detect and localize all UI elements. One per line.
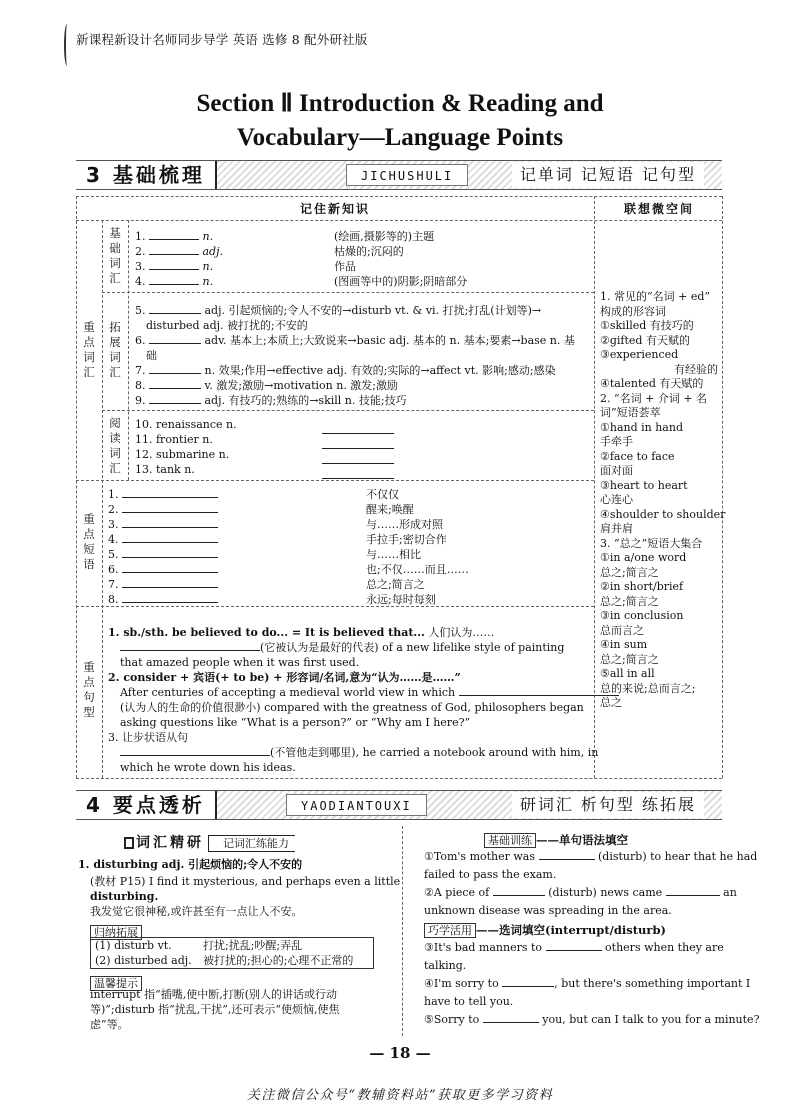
sentence1-line2: (它被认为是最好的代表) of a new lifelike style of painting [120,641,564,655]
answer-blank[interactable] [120,641,260,651]
answer-blank[interactable] [483,1013,539,1023]
sentence2-line4: asking questions like “What is a person?” or “Why am I here?” [120,716,471,729]
sentence2-head: 2. consider + 宾语(+ to be) + 形容词/名词,意为“认为……是……” [108,671,461,684]
tip-line3: 虑”等。 [90,1018,129,1031]
table-right-border [722,196,723,778]
side-note-line: ②in short/brief [600,580,684,593]
bookmark-icon [124,837,134,849]
phrase-meaning: 醒来;唤醒 [366,503,414,516]
exercise-line: have to tell you. [424,995,514,1008]
section4-label: 4 要点透析 [76,791,217,819]
expand-word-continuation: disturbed adj. 被打扰的;不安的 [146,319,308,332]
group-label-vocab: 重点词汇 [83,320,95,379]
sub-label-basic: 基础词汇 [109,226,121,285]
col-side-header: 联想微空间 [624,202,695,216]
section4-tag: 研词汇 析句型 练拓展 [512,792,704,818]
side-note-line: ①in a/one word [600,551,687,564]
answer-blank[interactable] [120,746,270,756]
section3-label: 3 基础梳理 [76,161,217,189]
phrase-item: 4. [108,533,218,547]
expand-label: 归纳拓展 [90,925,142,940]
phrase-meaning: 不仅仅 [366,488,399,501]
side-note-line: ③experienced [600,348,679,361]
vocab-study-title: 词汇精研 [136,835,204,851]
exercise-line: talking. [424,959,467,972]
exercise-line: ②A piece of (disturb) news came an [424,886,737,899]
answer-blank[interactable] [149,379,201,389]
side-note-line: 构成的形容词 [600,304,666,318]
phrase-meaning: 手拉手;密切合作 [366,533,447,546]
phrase-item: 1. [108,488,218,502]
vocab-study-subtitle: 记词汇练能力 [208,835,295,852]
basic-practice-title: ——单句语法填空 [536,833,628,847]
side-note-line: ④shoulder to shoulder [600,507,726,521]
exercise-line: ③It's bad manners to others when they are [424,941,724,954]
expand-word-item: 6. adv. 基本上;本质上;大致说来→basic adj. 基本的 n. 基本;要素→base n. 基 [135,334,575,347]
sentence3-line2: (不管他走到哪里), he carried a notebook around with him, in [120,746,598,760]
exercise-line: ④I'm sorry to , but there's something important I [424,977,751,990]
phrase-item: 8. [108,593,218,607]
side-note-line: 总之;简言之 [600,594,659,608]
section4-pinyin: YAODIANTOUXI [286,794,427,816]
side-note-line: ③in conclusion [600,609,684,622]
example-translation: 我发觉它很神秘,或许甚至有一点让人不安。 [90,905,303,918]
tip-line2: 等)”;disturb 指“扰乱,干扰”,还可表示“使烦恼,使焦 [90,1003,340,1016]
example-line2: disturbing. [90,890,159,903]
vocab-study-header [124,832,295,852]
page-number: — 18 — [369,1044,431,1062]
side-note-line: 手牵手 [600,435,633,448]
entry-head: 1. disturbing adj. 引起烦恼的;令人不安的 [78,858,303,871]
side-note-line: 总之;简言之 [600,652,659,666]
basic-practice-header [484,832,628,848]
answer-blank[interactable] [149,304,201,314]
tip-label: 温馨提示 [90,976,142,991]
answer-blank[interactable] [122,578,218,588]
sentence3-head: 3. 让步状语从句 [108,731,188,744]
row-divider-vocab [76,480,594,481]
side-note-line: 总之;简言之 [600,565,659,579]
answer-blank[interactable] [122,548,218,558]
sentence2-line3: (认为人的生命的价值很渺小) compared with the greatness of God, philosophers began [120,701,584,714]
basic-word-meaning: 作品 [334,260,356,273]
phrase-meaning: 与……相比 [366,548,421,561]
expand-row-meaning: 被打扰的;担心的;心理不正常的 [203,954,354,967]
basic-word-meaning: (图画等中的)阴影;阴暗部分 [334,275,468,288]
expand-word-item: 5. adj. 引起烦恼的;令人不安的→disturb vt. & vi. 打扰;打乱(计划等)→ [135,304,542,317]
expand-word-item: 8. v. 激发;激励→motivation n. 激发;激励 [135,379,399,392]
answer-blank[interactable] [149,394,201,404]
phrase-item: 3. [108,518,218,532]
side-note-line: 总而言之 [600,623,644,637]
side-note-line: 面对面 [600,464,633,477]
answer-blank[interactable] [149,334,201,344]
answer-blank[interactable] [122,488,218,498]
answer-blank[interactable] [122,503,218,513]
answer-blank[interactable] [122,563,218,573]
answer-blank[interactable] [493,886,545,896]
answer-blank[interactable] [322,454,394,464]
group-label-phrases: 重点短语 [83,512,95,571]
section3-tag: 记单词 记短语 记句型 [512,162,704,188]
table-sub-divider [128,220,129,480]
phrase-item: 5. [108,548,218,562]
sentence3-line3: which he wrote down his ideas. [120,761,296,774]
side-note-line: 1. 常见的“名词 + ed” [600,290,710,303]
side-note-line: ④talented 有天赋的 [600,377,704,390]
answer-blank[interactable] [322,424,394,434]
table-top-border [76,196,722,197]
exercise-line: unknown disease was spreading in the area. [424,904,672,917]
answer-blank[interactable] [459,686,619,696]
basic-word-item: 4. n. [135,275,214,288]
table-header-divider [76,220,722,221]
tip-line1: interrupt 指“插嘴,使中断,打断(别人的讲话或行动 [90,988,337,1001]
running-head: 新课程新设计名师同步导学 英语 选修 8 配外研社版 [76,32,368,47]
clever-practice-label: 巧学活用 [424,923,476,938]
phrase-item: 6. [108,563,218,577]
page-title-line2: Vocabulary—Language Points [236,124,564,151]
head-bracket-decoration [64,24,70,66]
answer-blank[interactable] [122,518,218,528]
basic-word-item: 3. n. [135,260,214,273]
expand-row-word: (2) disturbed adj. [95,954,192,967]
side-note-line: 心连心 [600,493,633,506]
sentence1-line3: that amazed people when it was first used. [120,656,360,669]
answer-blank[interactable] [122,593,218,603]
side-note-line: 总的来说;总而言之; [600,681,696,695]
answer-blank[interactable] [149,245,199,255]
section4-banner [76,790,722,820]
side-note-line: ④in sum [600,638,648,651]
table-left-border [76,196,77,778]
basic-word-meaning: (绘画,摄影等的)主题 [334,230,435,243]
clever-practice-title: ——选词填空(interrupt/disturb) [476,923,666,937]
expand-word-continuation: 础 [146,349,157,362]
section3-pinyin: JICHUSHULI [346,164,468,186]
side-note-line: ②gifted 有天赋的 [600,333,690,347]
side-note-line: ③heart to heart [600,478,688,492]
expand-row-word: (1) disturb vt. [95,939,172,952]
answer-blank[interactable] [149,260,199,270]
phrase-item: 7. [108,578,218,592]
sentence2-line2: After centuries of accepting a medieval world view in which [120,686,619,700]
row-divider-basic [102,292,594,293]
answer-blank[interactable] [546,941,602,951]
side-note-line: 3. “总之”短语大集合 [600,536,703,550]
reading-word-item: 13. tank n. [135,463,195,476]
side-note-line: ①hand in hand [600,420,683,434]
reading-word-item: 12. submarine n. [135,448,230,461]
basic-word-item: 1. n. [135,230,214,243]
example-line1: (教材 P15) I find it mysterious, and perhaps even a little [90,875,401,888]
reading-word-item: 11. frontier n. [135,433,213,446]
sub-label-reading: 阅读词汇 [109,416,121,475]
answer-blank[interactable] [149,364,201,374]
exercise-line: ①Tom's mother was (disturb) to hear that he had [424,850,758,863]
answer-blank[interactable] [322,469,394,479]
expand-row-meaning: 打扰;扰乱;吵醒;弄乱 [203,939,303,952]
exercise-line: ⑤Sorry to you, but can I talk to you for a minute? [424,1013,760,1026]
side-note-line: ②face to face [600,449,675,463]
phrase-meaning: 也;不仅……而且…… [366,563,469,576]
expand-word-item: 9. adj. 有技巧的;熟练的→skill n. 技能;技巧 [135,394,407,407]
footer-note: 关注微信公众号“教辅资料站”获取更多学习资料 [246,1088,554,1103]
answer-blank[interactable] [666,886,720,896]
side-note-line: 有经验的 [674,362,718,376]
side-note-line: 总之 [600,696,622,709]
basic-word-item: 2. adj. [135,245,224,258]
page-title-line1: Section Ⅱ Introduction & Reading and [196,90,604,117]
basic-practice-label: 基础训练 [484,833,536,848]
side-note-line: ①skilled 有技巧的 [600,319,694,332]
sub-label-expand: 拓展词汇 [109,320,121,379]
answer-blank[interactable] [322,439,394,449]
table-bottom-border [76,778,722,779]
phrase-item: 2. [108,503,218,517]
side-notes [600,290,726,711]
phrase-meaning: 永远;每时每刻 [366,593,436,606]
side-note-line: 词”短语荟萃 [600,406,661,419]
side-note-line: 2. “名词 + 介词 + 名 [600,391,708,405]
answer-blank[interactable] [149,230,199,240]
expand-word-item: 7. n. 效果;作用→effective adj. 有效的;实际的→affect vt. 影响;感动;感染 [135,364,556,377]
phrase-meaning: 总之;简言之 [366,578,425,591]
table-group-divider [102,220,103,778]
answer-blank[interactable] [122,533,218,543]
section4-column-divider [402,826,403,1036]
row-divider-expand [102,410,594,411]
group-label-sentences: 重点句型 [83,660,95,719]
phrase-meaning: 与……形成对照 [366,518,443,531]
answer-blank[interactable] [539,850,595,860]
basic-word-meaning: 枯燥的;沉闷的 [334,245,404,258]
answer-blank[interactable] [502,977,554,987]
side-note-line: 肩并肩 [600,522,633,535]
expand-table [90,937,374,969]
clever-practice-header [424,922,666,938]
reading-word-item: 10. renaissance n. [135,418,237,431]
exercise-line: failed to pass the exam. [424,868,557,881]
col-main-header: 记住新知识 [300,202,371,216]
sentence1-head: 1. sb./sth. be believed to do... = It is believed that... 人们认为…… [108,626,495,639]
section3-banner [76,160,722,190]
answer-blank[interactable] [149,275,199,285]
side-note-line: ⑤all in all [600,667,655,680]
